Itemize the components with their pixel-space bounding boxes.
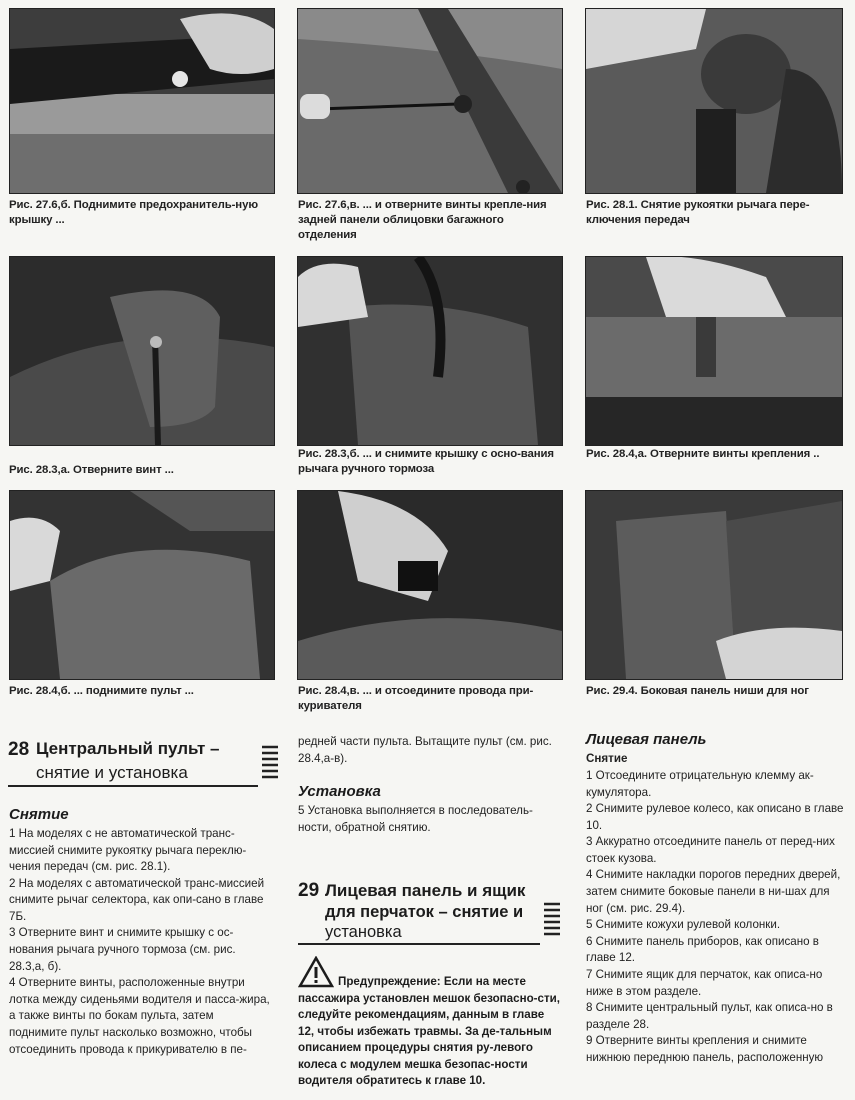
- photo-28-4a: [585, 256, 843, 446]
- photo-29-4-illustration: [586, 491, 842, 679]
- caption-fig-28-4b: Рис. 28.4,б. ... поднимите пульт ...: [9, 685, 194, 697]
- section-28-continued: редней части пульта. Вытащите пульт (см. рис. 28.4,а-в).: [298, 735, 552, 765]
- photo-28-4b-illustration: [10, 491, 274, 679]
- caption-fig-27-6b: Рис. 27.6,б. Поднимите предохранитель-ную крышку ...: [9, 199, 258, 227]
- section-28-step-1: 1 На моделях с не автоматической транс-миссией снимите рукоятку рычага переклю-чения передач (см. рис. 28.1).: [9, 827, 247, 874]
- section-29-rule: [298, 943, 540, 945]
- photo-28-3a: [9, 256, 275, 446]
- face-panel-step-4: 4 Снимите накладки порогов передних дверей, затем снимите боковые панели в ни-шах для ног (см. рис. 29.4).: [586, 868, 841, 915]
- face-panel-step-7: 7 Снимите ящик для перчаток, как описа-но ниже в этом разделе.: [586, 967, 823, 998]
- face-panel-step-1: 1 Отсоедините отрицательную клемму ак-кумулятора.: [586, 769, 814, 799]
- section-28-heading: [8, 737, 280, 785]
- photo-28-4b: [9, 490, 275, 680]
- photo-28-4v-illustration: [298, 491, 562, 679]
- caption-fig-28-3a: Рис. 28.3,а. Отверните винт ...: [9, 464, 174, 476]
- face-panel-step-2: 2 Снимите рулевое колесо, как описано в главе 10.: [586, 802, 844, 832]
- caption-fig-28-1: Рис. 28.1. Снятие рукоятки рычага пере-ключения передач: [586, 199, 810, 227]
- wrench-icon: [259, 743, 281, 781]
- face-panel-step-9: 9 Отверните винты крепления и снимите нижнюю переднюю панель, расположенную: [586, 1034, 824, 1064]
- section-28-step-4: 4 Отверните винты, расположенные внутри лотка между сиденьями водителя и пасса-жира, а также винты по бокам пульта, затем поднимите пульт насколько возможно, чтобы отсоединить провода к прикуривателю в пе-: [9, 976, 270, 1056]
- section-28-number: 28: [8, 739, 30, 760]
- section-28-steps: [9, 826, 274, 1058]
- section-28-rule: [8, 785, 258, 787]
- section-29-heading: [298, 880, 563, 942]
- section-29-title-line2: для перчаток – снятие и: [325, 903, 524, 921]
- photo-28-4a-illustration: [586, 257, 842, 445]
- face-panel-heading: Лицевая панель: [586, 731, 707, 748]
- section-28-step-2: 2 На моделях с автоматической транс-миссией снимите рычаг селектора, как опи-сано в главе 7Б.: [9, 876, 265, 923]
- photo-28-4v: [297, 490, 563, 680]
- photo-27-6v-illustration: [298, 9, 562, 193]
- warning-body: Предупреждение: Если на месте пассажира установлен мешок безопасно-сти, следуйте рекомендациям, данным в главе 12, чтобы избежать травмы. За де-тальным описанием процедуры снятия ру-левого колеса с модулем мешка безопас-ности водителя обратитесь к главе 10.: [298, 975, 560, 1088]
- section-29-title-line3: установка: [325, 923, 402, 941]
- removal-heading: Снятие: [9, 806, 69, 823]
- face-panel-step-8: 8 Снимите центральный пульт, как описа-но в разделе 28.: [586, 1001, 833, 1031]
- caption-fig-28-4a: Рис. 28.4,а. Отверните винты крепления ..: [586, 448, 820, 460]
- caption-fig-29-4: Рис. 29.4. Боковая панель ниши для ног: [586, 685, 809, 697]
- face-panel-step-5: 5 Снимите кожухи рулевой колонки.: [586, 918, 781, 932]
- photo-28-1-illustration: [586, 9, 842, 193]
- section-28-step-5: 5 Установка выполняется в последователь-ности, обратной снятию.: [298, 804, 533, 834]
- section-28-title-line2: снятие и установка: [36, 763, 188, 782]
- warning-text: [298, 974, 563, 1090]
- photo-29-4: [585, 490, 843, 680]
- photo-28-3b-illustration: [298, 257, 562, 445]
- section-29-number: 29: [298, 880, 320, 901]
- caption-fig-28-3b: Рис. 28.3,б. ... и снимите крышку с осно-вания рычага ручного тормоза: [298, 448, 554, 476]
- section-29-title-line1: Лицевая панель и ящик: [325, 881, 526, 900]
- photo-27-6b: [9, 8, 275, 194]
- face-panel-step-6: 6 Снимите панель приборов, как описано в главе 12.: [586, 934, 819, 965]
- section-28-title-line1: Центральный пульт –: [36, 739, 220, 758]
- wrench-icon: [541, 900, 563, 938]
- face-panel-step-3: 3 Аккуратно отсоедините панель от перед-них стоек кузова.: [586, 835, 835, 865]
- caption-fig-27-6v: Рис. 27.6,в. ... и отверните винты крепле-ния задней панели облицовки багажного отделения: [298, 199, 547, 242]
- face-panel-subheading: Снятие: [586, 752, 628, 765]
- install-heading: Установка: [298, 783, 381, 800]
- photo-28-3b: [297, 256, 563, 446]
- photo-28-3a-illustration: [10, 257, 274, 445]
- photo-27-6v: [297, 8, 563, 194]
- photo-28-1: [585, 8, 843, 194]
- caption-fig-28-4v: Рис. 28.4,в. ... и отсоедините провода при-куривателя: [298, 685, 534, 713]
- section-28-step-3: 3 Отверните винт и снимите крышку с ос-нования рычага ручного тормоза (см. рис. 28.3,а, б).: [9, 926, 236, 973]
- face-panel-steps: [586, 768, 844, 1066]
- photo-27-6b-illustration: [10, 9, 274, 193]
